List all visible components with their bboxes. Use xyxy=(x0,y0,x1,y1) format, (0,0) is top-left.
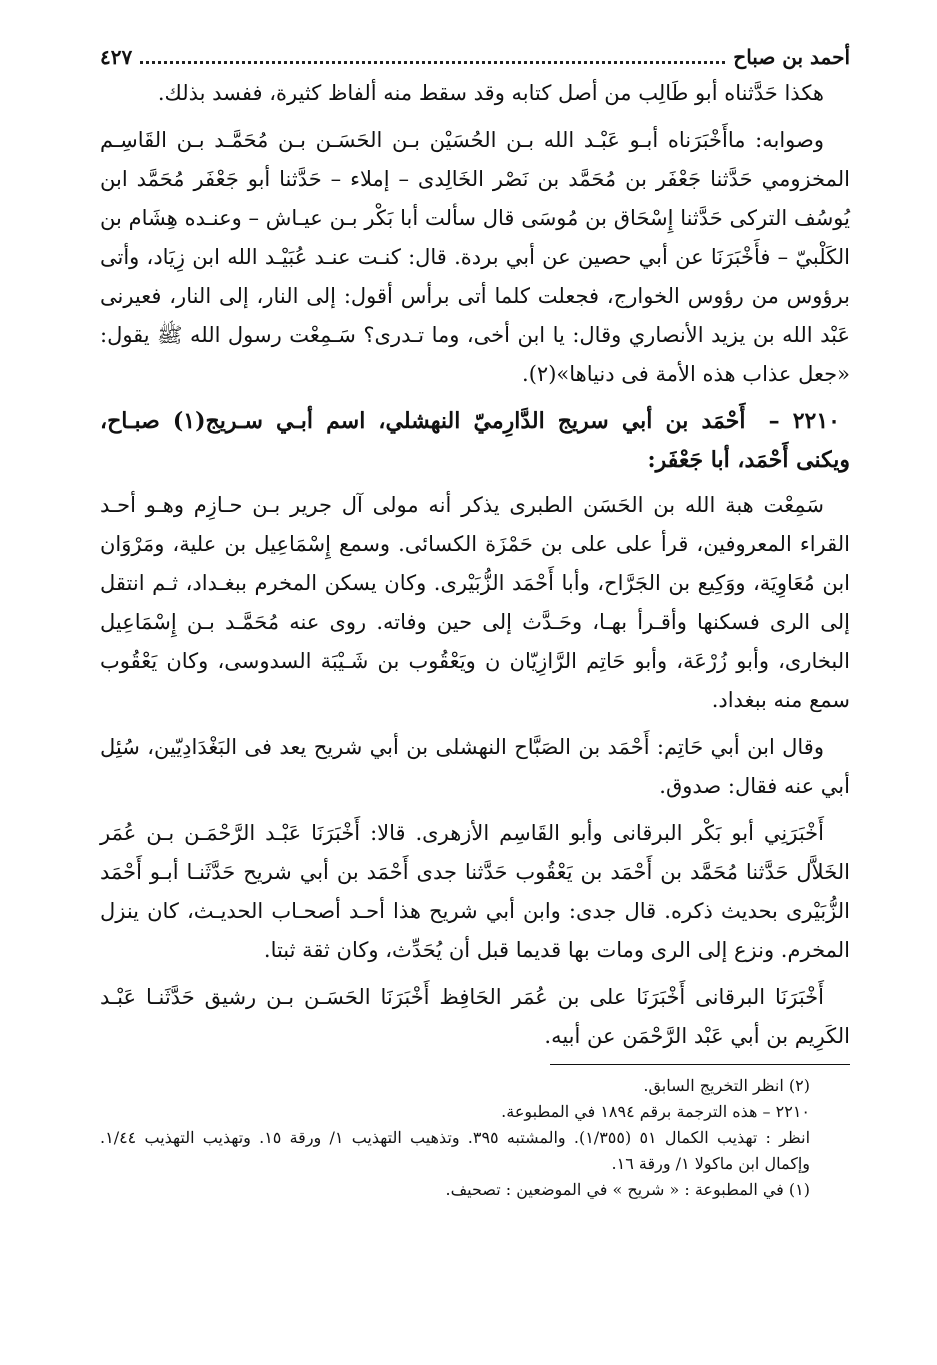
entry-number: ٢٢١٠ – xyxy=(768,408,840,434)
book-page xyxy=(100,40,850,1203)
footnote-entry-ref: ٢٢١٠ – هذه الترجمة برقم ١٨٩٤ في المطبوعة. xyxy=(501,1102,810,1121)
paragraph-4: وقال ابن أبي حَاتِم: أَحْمَد بن الصَبَّاح النهشلى بن أبي شريح يعد فى البَغْدَادِيّين، سُئِل أبي عنه فقال: صدوق. xyxy=(100,735,850,798)
footnote-1: (١) في المطبوعة : « شريح » في الموضعين : تصحيف. xyxy=(445,1180,810,1199)
dotted-leader xyxy=(140,41,725,64)
paragraph-6: أَخْبَرَنَا البرقانى أَخْبَرَنَا على بن عُمَر الحَافِظ أَخْبَرَنَا الحَسَـن بـن رشيق حَدَّثَنـا عَبْـد الكَرِيم بن أبي عَبْد الرَّحْمَن عن أبيه. xyxy=(100,985,850,1048)
paragraph-3: سَمِعْت هبة الله بن الحَسَن الطبرى يذكر أنه مولى آل جرير بـن حـازِم وهـو أحـد القراء المعروفين، قرأ على على بن حَمْزَة الكسائى. وسمع إِسْمَاعِيل بن علية، ومَرْوَان ابن مُعَاوِيَة، ووَكِيع بن الجَرَّاح، وأبا أَحْمَد الزُّبَيْرى. وكان يسكن المخرم ببغـداد، ثـم انتقل إلى الرى فسكنها وأقـرأ بهـا، وحَـدَّث إلى حين وفاته. روى عنه مُحَمَّـد بـن إِسْمَاعِيل البخارى، وأبو زُرْعَة، وأبو حَاتِم الرَّازِيّان ن ويَعْقُوب بن شَـيْبَة السدوسى، وكان يَعْقُوب سمع منه ببغداد. xyxy=(100,493,850,712)
footnote-divider xyxy=(550,1064,850,1065)
footnote-sources: انظر : تهذيب الكمال ٥١ (١/٣٥٥). والمشتبه ٣٩٥. وتذهيب التهذيب ١/ ورقة ١٥. وتهذيب التهذيب ١/٤٤. وإكمال ابن ماكولا ١/ ورقة ١٦. xyxy=(100,1128,811,1173)
running-header xyxy=(100,40,850,74)
page-number: ٤٢٧ xyxy=(100,45,133,69)
running-title: أحمد بن صباح xyxy=(733,45,850,69)
entry-title: أَحْمَد بن أبي سريج الدَّارِميّ النهشلي، اسم أبـي سـريج(١) صبـاح، ويكنى أَحْمَد، أبا جَعْفَر: xyxy=(100,408,850,473)
paragraph-2: وصوابه: ماأَخْبَرَناه أبـو عَبْـد الله بـن الحُسَيْن بـن الحَسَـن بـن مُحَمَّـد بـن القَاسِـم المخزومي حَدَّثنا جَعْفَر بن مُحَمَّد بن نَصْر الخَالِدى – إملاء – حَدَّثنا أبو جَعْفَر مُحَمَّد ابن يُوسُف التركى حَدَّثنا إِسْحَاق بن مُوسَى قال سألت أبا بَكْر بـن عيـاش – وعنـده هِشَام بن الكَلْبيّ – فأَخْبَرَنَا عن أبي حصين عن أبي بردة. قال: كنـت عنـد عُبَيْـد الله ابن زِيَاد، وأتى برؤوس من رؤوس الخوارج، فجعلت كلما أتى برأس أقول: إلى النار، إلى النار، فعيرنى عَبْد الله بن يزيد الأنصاري وقال: يا ابن أخى، وما تـدرى؟ سَـمِعْت رسول الله ﷺ يقول: «جعل عذاب هذه الأمة فى دنياها»(٢). xyxy=(100,128,850,386)
paragraph-5: أَخْبَرَنِي أبو بَكْر البرقانى وأبو القَاسِم الأزهرى. قالا: أَخْبَرَنَا عَبْـد الرَّحْمَـن بـن عُمَر الخَلاَّل حَدَّثنا مُحَمَّد بن أَحْمَد بن يَعْقُوب حَدَّثنا جدى أَحْمَد بن أبي شريح حَدَّثَنـا أبـو أَحْمَد الزُّبَيْرى بحديث ذكره. قال جدى: وابن أبي شريح هذا أحـد أصحـاب الحديـث، كان ينزل المخرم. ونزع إلى الرى ومات بها قديما قبل أن يُحَدِّث، وكان ثقة ثبتا. xyxy=(100,821,850,962)
entry-heading xyxy=(100,402,850,480)
paragraph-1: هكذا حَدَّثناه أبو طَالِب من أصل كتابه وقد سقط منه ألفاظ كثيرة، ففسد بذلك. xyxy=(157,81,824,105)
footnote-2: (٢) انظر التخريج السابق. xyxy=(643,1076,810,1095)
footnotes xyxy=(100,1073,850,1203)
